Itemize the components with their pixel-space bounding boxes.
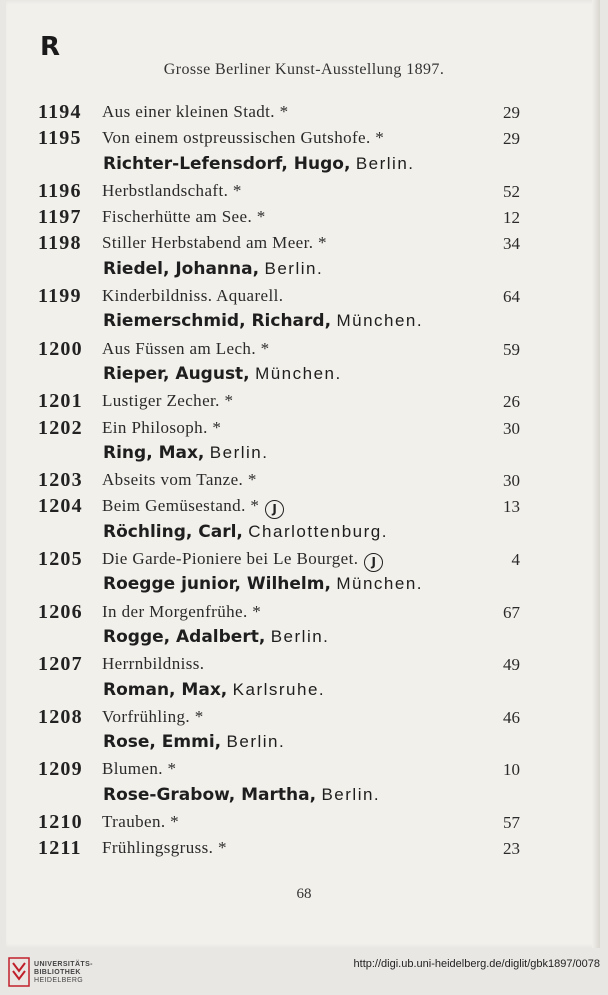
artist-city: Berlin. [264, 258, 324, 278]
artist-heading [0, 257, 608, 283]
entry-title-text: Von einem ostpreussischen Gutshofe. * [102, 128, 385, 148]
entry-number: 1202 [38, 416, 83, 439]
catalog-entry [0, 178, 608, 204]
entry-title [102, 102, 289, 122]
entry-title-text: Fischerhütte am See. * [102, 207, 266, 227]
artist-name: Riedel, Johanna, [103, 258, 260, 279]
artist-name: Roman, Max, [103, 679, 228, 700]
entry-title-text: Abseits vom Tanze. * [102, 470, 257, 490]
artist-city: München. [336, 574, 424, 594]
entry-number: 1197 [38, 206, 82, 229]
page-header: Grosse Berliner Kunst-Ausstellung 1897. [163, 61, 445, 78]
entry-title-text: Aus Füssen am Lech. * [102, 338, 270, 358]
entry-price: 52 [503, 181, 520, 201]
artist-name-line [103, 154, 415, 174]
catalog-entry [0, 415, 608, 441]
entry-title-text: Ein Philosoph. * [102, 417, 222, 437]
entry-price: 64 [503, 287, 520, 307]
entry-price: 13 [503, 497, 520, 517]
entry-title [102, 838, 227, 858]
artist-name: Rose, Emmi, [103, 732, 222, 753]
entry-price: 23 [503, 839, 520, 859]
catalog-entry [0, 230, 608, 256]
artist-name: Richter-Lefensdorf, Hugo, [103, 153, 351, 174]
entry-title [102, 286, 283, 306]
entry-title [102, 418, 221, 438]
artist-name-line [103, 311, 423, 331]
artist-heading [0, 572, 608, 598]
entry-title [102, 707, 204, 727]
artist-name-line [103, 680, 325, 700]
section-marker: R [40, 32, 61, 62]
entry-title [102, 128, 384, 148]
artist-heading [0, 362, 608, 388]
entry-number: 1201 [38, 390, 83, 413]
entry-number: 1195 [38, 127, 82, 150]
entry-price: 67 [503, 602, 520, 622]
artist-heading [0, 441, 608, 467]
artist-name-line [103, 443, 268, 463]
catalog-entry [0, 835, 608, 861]
artist-city: München. [255, 363, 342, 383]
page-number: 68 [296, 886, 312, 902]
entry-number: 1199 [38, 285, 82, 308]
artist-name: Ring, Max, [103, 442, 205, 463]
catalog-entry [0, 756, 608, 782]
catalog-list [0, 99, 608, 862]
artist-name: Rieper, August, [103, 363, 250, 384]
entry-price: 4 [511, 550, 520, 570]
catalog-entry [0, 493, 608, 519]
entry-title-text: Aus einer kleinen Stadt. * [102, 102, 289, 121]
entry-number: 1208 [38, 705, 83, 728]
entry-title-text: Lustiger Zecher. * [102, 391, 234, 411]
artist-name: Röchling, Carl, [103, 521, 243, 542]
artist-city: Berlin. [226, 732, 286, 752]
entry-price: 26 [503, 392, 520, 412]
entry-number: 1200 [38, 337, 83, 360]
entry-number: 1209 [38, 758, 83, 781]
catalog-entry [0, 125, 608, 151]
artist-heading [0, 783, 608, 809]
library-name: UNIVERSITÄTS- BIBLIOTHEK HEIDELBERG [34, 961, 93, 984]
entry-title-text: Kinderbildniss. Aquarell. [102, 286, 284, 306]
entry-title-text: Herrnbildniss. [102, 654, 205, 674]
catalog-entry [0, 809, 608, 835]
entry-title [102, 812, 179, 832]
artist-heading [0, 678, 608, 704]
entry-title-text: Trauben. * [102, 812, 180, 832]
artist-city: Berlin. [355, 153, 415, 173]
entry-price: 46 [503, 707, 520, 727]
artist-heading [0, 520, 608, 546]
artist-city: Berlin. [270, 626, 330, 646]
entry-number: 1196 [38, 179, 82, 202]
entry-title [102, 602, 261, 622]
entry-number: 1198 [38, 232, 82, 255]
artist-name-line [103, 574, 423, 594]
entry-number: 1206 [38, 600, 83, 623]
artist-name-line [103, 785, 380, 805]
artist-city: Berlin. [321, 784, 381, 804]
entry-number: 1194 [38, 101, 82, 123]
entry-title [102, 654, 204, 674]
artist-city: Karlsruhe. [232, 679, 326, 699]
catalog-entry [0, 467, 608, 493]
artist-heading [0, 625, 608, 651]
entry-number: 1203 [38, 469, 83, 492]
entry-title-text: Die Garde-Pioniere bei Le Bourget. [102, 549, 359, 569]
artist-city: Charlottenburg. [248, 521, 388, 541]
artist-city: Berlin. [209, 442, 269, 462]
catalog-entry [0, 651, 608, 677]
catalog-entry [0, 336, 608, 362]
entry-title [102, 233, 327, 253]
j-mark-icon: J [364, 553, 383, 572]
entry-price: 29 [503, 129, 520, 149]
entry-title-text: Blumen. * [102, 759, 177, 779]
j-mark-icon: J [265, 500, 284, 519]
entry-number: 1210 [38, 811, 83, 834]
entry-title [102, 759, 176, 779]
catalog-entry [0, 99, 608, 125]
artist-name: Riemerschmid, Richard, [103, 311, 332, 332]
entry-title [102, 339, 270, 359]
catalog-entry [0, 204, 608, 230]
entry-title-text: Herbstlandschaft. * [102, 180, 242, 200]
entry-title [102, 391, 233, 411]
entry-price: 10 [503, 760, 520, 780]
source-url-link[interactable]: http://digi.ub.uni-heidelberg.de/diglit/gbk1897/0078 [353, 958, 600, 970]
artist-heading [0, 309, 608, 335]
entry-price: 12 [503, 208, 520, 228]
entry-price: 30 [503, 418, 520, 438]
entry-price: 30 [503, 471, 520, 491]
entry-price: 29 [503, 103, 520, 122]
artist-city: München. [336, 311, 424, 331]
entry-title-text: Stiller Herbstabend am Meer. * [102, 233, 327, 253]
catalog-entry [0, 283, 608, 309]
entry-price: 57 [503, 813, 520, 833]
entry-title-text: Frühlingsgruss. * [102, 838, 227, 858]
artist-name: Roegge junior, Wilhelm, [103, 574, 331, 595]
catalog-entry [0, 546, 608, 572]
entry-title [102, 470, 257, 490]
entry-number: 1207 [38, 653, 83, 676]
artist-name-line [103, 627, 329, 647]
entry-title-text: Vorfrühling. * [102, 706, 204, 726]
catalog-entry [0, 388, 608, 414]
catalog-entry [0, 599, 608, 625]
entry-price: 49 [503, 655, 520, 675]
entry-number: 1205 [38, 548, 83, 571]
catalog-entry [0, 704, 608, 730]
entry-title [102, 181, 242, 201]
entry-title-text: Beim Gemüsestand. * [102, 496, 260, 516]
entry-title [102, 496, 284, 519]
entry-number: 1211 [38, 837, 82, 860]
artist-name: Rogge, Adalbert, [103, 626, 266, 647]
entry-title-text: In der Morgenfrühe. * [102, 601, 262, 621]
entry-price: 59 [503, 339, 520, 359]
artist-name-line [103, 522, 388, 542]
entry-title [102, 549, 383, 572]
entry-title [102, 207, 266, 227]
artist-name: Rose-Grabow, Martha, [103, 784, 317, 805]
library-logo-icon [8, 957, 30, 987]
artist-heading [0, 152, 608, 178]
artist-heading [0, 730, 608, 756]
entry-number: 1204 [38, 495, 83, 518]
artist-name-line [103, 364, 342, 384]
artist-name-line [103, 732, 285, 752]
entry-price: 34 [503, 234, 520, 254]
artist-name-line [103, 259, 323, 279]
